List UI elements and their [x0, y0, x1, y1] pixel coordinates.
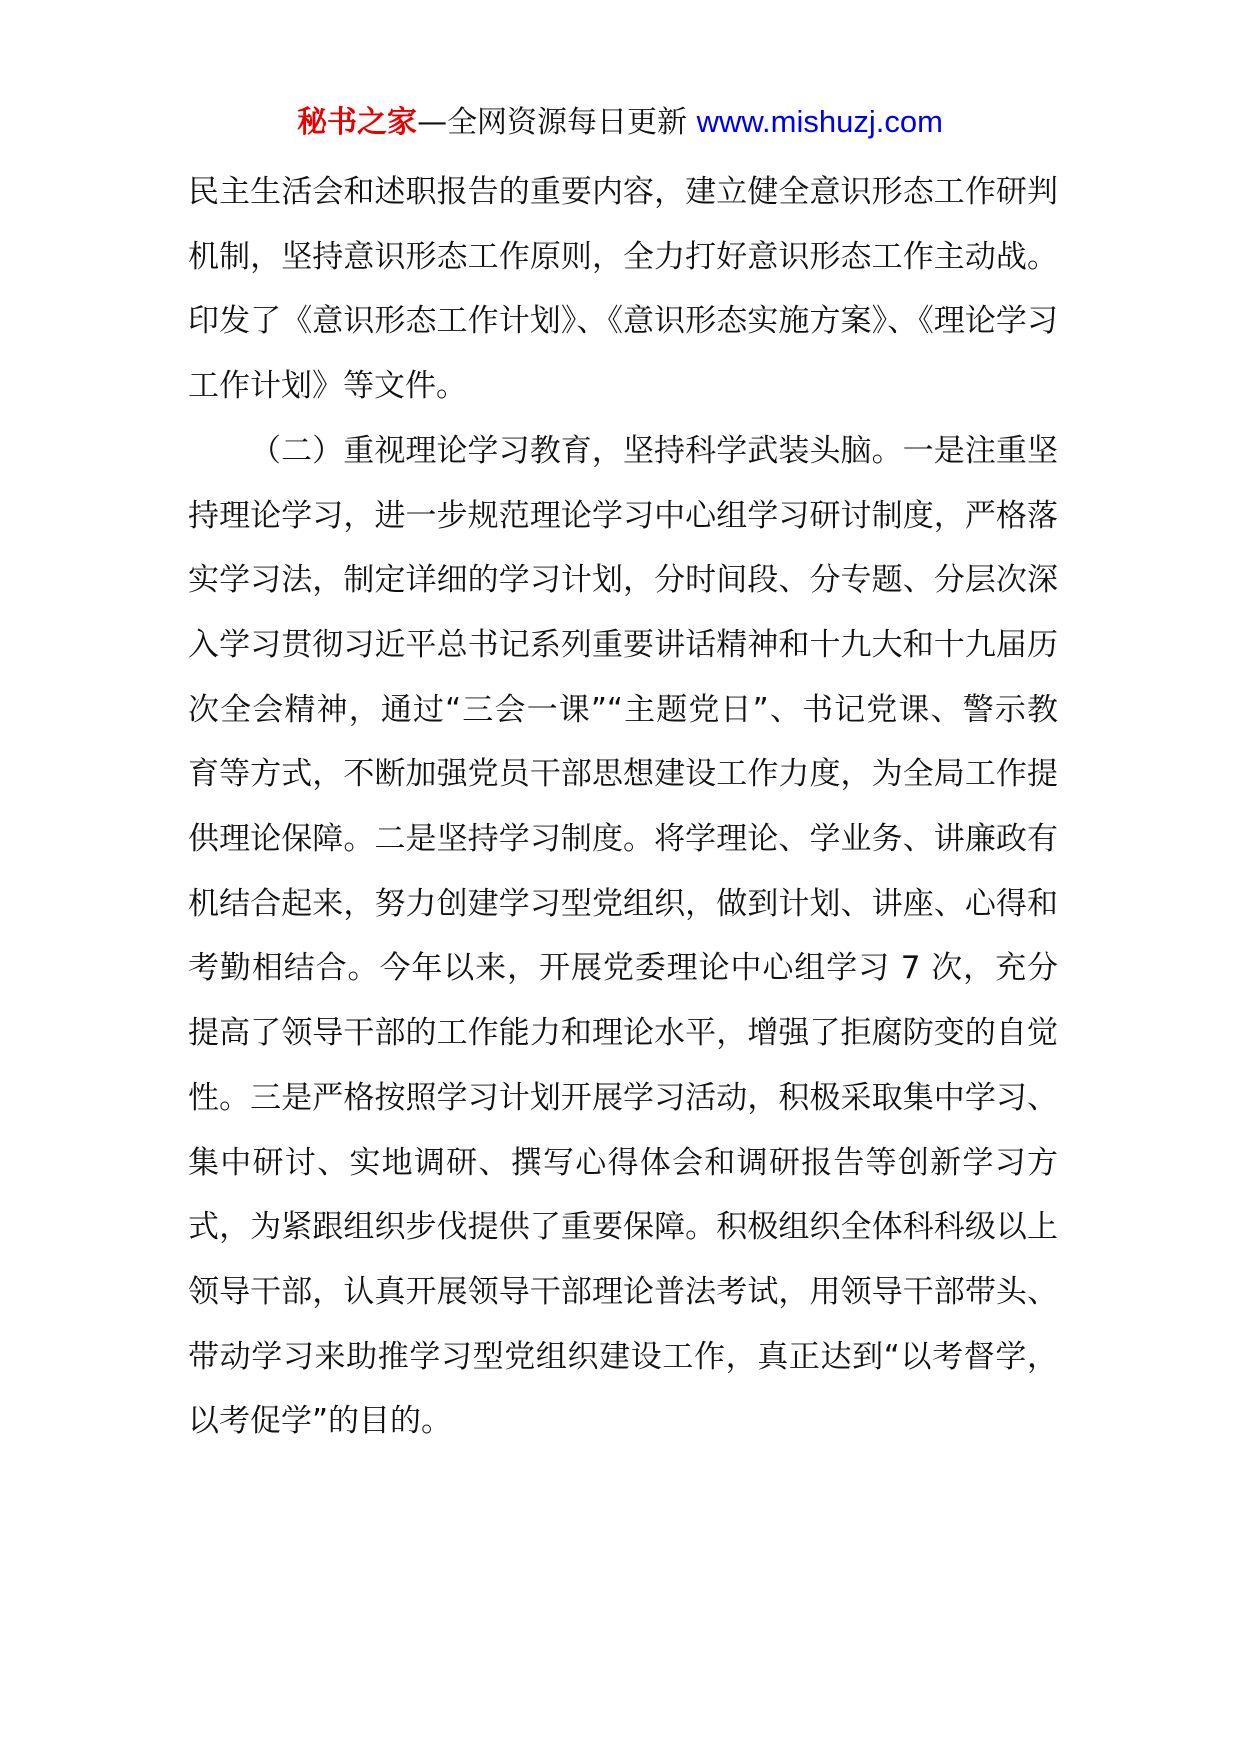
paragraph-continued: 民主生活会和述职报告的重要内容，建立健全意识形态工作研判机制，坚持意识形态工作原则，全力打好意识形态工作主动战。印发了《意识形态工作计划》、《意识形态实施方案》、《理论学习工作计划》等文件。: [188, 174, 1058, 405]
page-header: [0, 100, 1240, 145]
site-brand: 秘书之家: [297, 105, 418, 140]
site-tagline: —全网资源每日更新: [417, 105, 697, 140]
document-body: [188, 160, 1058, 1454]
site-url-link[interactable]: www.mishuzj.com: [696, 104, 943, 139]
paragraph-theory-study: （二）重视理论学习教育，坚持科学武装头脑。一是注重坚持理论学习，进一步规范理论学习中心组学习研讨制度，严格落实学习法，制定详细的学习计划，分时间段、分专题、分层次深入学习贯彻习近平总书记系列重要讲话精神和十九大和十九届历次全会精神，通过“三会一课”“主题党日”、书记党课、警示教育等方式，不断加强党员干部思想建设工作力度，为全局工作提供理论保障。二是坚持学习制度。将学理论、学业务、讲廉政有机结合起来，努力创建学习型党组织，做到计划、讲座、心得和考勤相结合。今年以来，开展党委理论中心组学习 7 次，充分提高了领导干部的工作能力和理论水平，增强了拒腐防变的自觉性。三是严格按照学习计划开展学习活动，积极采取集中学习、集中研讨、实地调研、撰写心得体会和调研报告等创新学习方式，为紧跟组织步伐提供了重要保障。积极组织全体科科级以上领导干部，认真开展领导干部理论普法考试，用领导干部带头、带动学习来助推学习型党组织建设工作，真正达到“以考督学，以考促学”的目的。: [188, 432, 1058, 1440]
